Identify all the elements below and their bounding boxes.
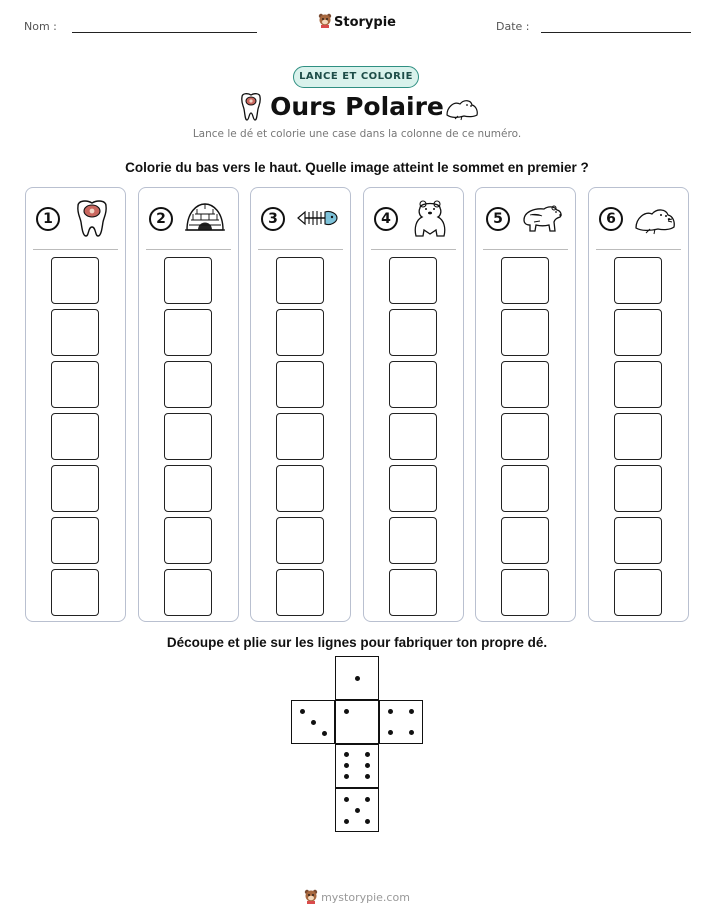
color-box[interactable] bbox=[614, 465, 662, 512]
color-box[interactable] bbox=[164, 257, 212, 304]
name-line[interactable] bbox=[72, 32, 257, 33]
column-divider bbox=[258, 249, 343, 250]
die-face-4 bbox=[379, 700, 423, 744]
pip bbox=[322, 731, 327, 736]
storypie-bear-icon bbox=[318, 13, 332, 32]
color-box[interactable] bbox=[276, 257, 324, 304]
color-box[interactable] bbox=[164, 309, 212, 356]
color-box[interactable] bbox=[389, 361, 437, 408]
color-box[interactable] bbox=[164, 517, 212, 564]
pip bbox=[344, 819, 349, 824]
pip bbox=[355, 808, 360, 813]
color-box[interactable] bbox=[501, 465, 549, 512]
column-divider bbox=[596, 249, 681, 250]
footer bbox=[0, 889, 714, 907]
color-box[interactable] bbox=[164, 361, 212, 408]
color-box[interactable] bbox=[389, 569, 437, 616]
color-box[interactable] bbox=[389, 257, 437, 304]
pip bbox=[365, 797, 370, 802]
page-title: Ours Polaire bbox=[270, 92, 444, 121]
column-2 bbox=[138, 187, 239, 622]
brand bbox=[0, 13, 714, 32]
color-box[interactable] bbox=[614, 309, 662, 356]
color-box[interactable] bbox=[276, 465, 324, 512]
color-box[interactable] bbox=[389, 413, 437, 460]
pip bbox=[344, 752, 349, 757]
color-box[interactable] bbox=[51, 361, 99, 408]
seal-icon bbox=[633, 198, 677, 238]
pip bbox=[344, 709, 349, 714]
color-box[interactable] bbox=[389, 517, 437, 564]
date-line[interactable] bbox=[541, 32, 691, 33]
color-box[interactable] bbox=[501, 517, 549, 564]
pip bbox=[365, 763, 370, 768]
color-box[interactable] bbox=[164, 569, 212, 616]
color-box[interactable] bbox=[51, 413, 99, 460]
color-box[interactable] bbox=[51, 309, 99, 356]
color-box[interactable] bbox=[51, 257, 99, 304]
pip bbox=[344, 774, 349, 779]
color-box[interactable] bbox=[614, 257, 662, 304]
color-box[interactable] bbox=[614, 517, 662, 564]
pip bbox=[365, 819, 370, 824]
die-face-3 bbox=[291, 700, 335, 744]
pip bbox=[365, 774, 370, 779]
color-box[interactable] bbox=[276, 413, 324, 460]
dice-instruction: Découpe et plie sur les lignes pour fabriquer ton propre dé. bbox=[166, 635, 548, 650]
pip bbox=[388, 730, 393, 735]
color-box[interactable] bbox=[501, 413, 549, 460]
column-number: 5 bbox=[486, 207, 510, 231]
column-number: 4 bbox=[374, 207, 398, 231]
color-box[interactable] bbox=[501, 569, 549, 616]
die-face-5 bbox=[335, 788, 379, 832]
polar-bear-standing-icon bbox=[408, 198, 452, 238]
igloo-icon bbox=[183, 198, 227, 238]
color-box[interactable] bbox=[164, 465, 212, 512]
date-label: Date : bbox=[496, 20, 530, 33]
seal-icon bbox=[444, 95, 480, 126]
color-box[interactable] bbox=[51, 465, 99, 512]
column-1 bbox=[25, 187, 126, 622]
name-label: Nom : bbox=[24, 20, 57, 33]
pip bbox=[409, 709, 414, 714]
instruction-text: Colorie du bas vers le haut. Quelle image atteint le sommet en premier ? bbox=[125, 160, 589, 175]
column-5 bbox=[475, 187, 576, 622]
color-box[interactable] bbox=[614, 413, 662, 460]
column-3 bbox=[250, 187, 351, 622]
color-box[interactable] bbox=[51, 517, 99, 564]
color-box[interactable] bbox=[276, 569, 324, 616]
color-box[interactable] bbox=[389, 309, 437, 356]
column-divider bbox=[33, 249, 118, 250]
die-face-1b bbox=[335, 700, 379, 744]
activity-badge: LANCE ET COLORIE bbox=[293, 66, 419, 88]
color-box[interactable] bbox=[164, 413, 212, 460]
color-box[interactable] bbox=[276, 309, 324, 356]
die-face-1 bbox=[335, 656, 379, 700]
pip bbox=[300, 709, 305, 714]
pip bbox=[311, 720, 316, 725]
color-box[interactable] bbox=[501, 361, 549, 408]
color-box[interactable] bbox=[614, 361, 662, 408]
color-box[interactable] bbox=[501, 257, 549, 304]
column-number: 1 bbox=[36, 207, 60, 231]
pip bbox=[388, 709, 393, 714]
column-divider bbox=[483, 249, 568, 250]
column-6 bbox=[588, 187, 689, 622]
column-number: 6 bbox=[599, 207, 623, 231]
brand-name: Storypie bbox=[334, 15, 396, 30]
color-box[interactable] bbox=[614, 569, 662, 616]
column-number: 2 bbox=[149, 207, 173, 231]
die-face-6 bbox=[335, 744, 379, 788]
color-box[interactable] bbox=[389, 465, 437, 512]
color-box[interactable] bbox=[276, 361, 324, 408]
column-divider bbox=[146, 249, 231, 250]
pip bbox=[355, 676, 360, 681]
column-4 bbox=[363, 187, 464, 622]
tooth-icon bbox=[70, 198, 114, 238]
color-box[interactable] bbox=[501, 309, 549, 356]
storypie-bear-icon bbox=[304, 889, 318, 907]
column-divider bbox=[371, 249, 456, 250]
fish-skeleton-icon bbox=[295, 198, 339, 238]
page-subtitle: Lance le dé et colorie une case dans la colonne de ce numéro. bbox=[192, 128, 522, 140]
polar-bear-walking-icon bbox=[520, 198, 564, 238]
pip bbox=[344, 763, 349, 768]
color-box[interactable] bbox=[51, 569, 99, 616]
footer-url[interactable]: mystorypie.com bbox=[321, 891, 410, 904]
pip bbox=[344, 797, 349, 802]
column-number: 3 bbox=[261, 207, 285, 231]
color-box[interactable] bbox=[276, 517, 324, 564]
pip bbox=[365, 752, 370, 757]
pip bbox=[409, 730, 414, 735]
